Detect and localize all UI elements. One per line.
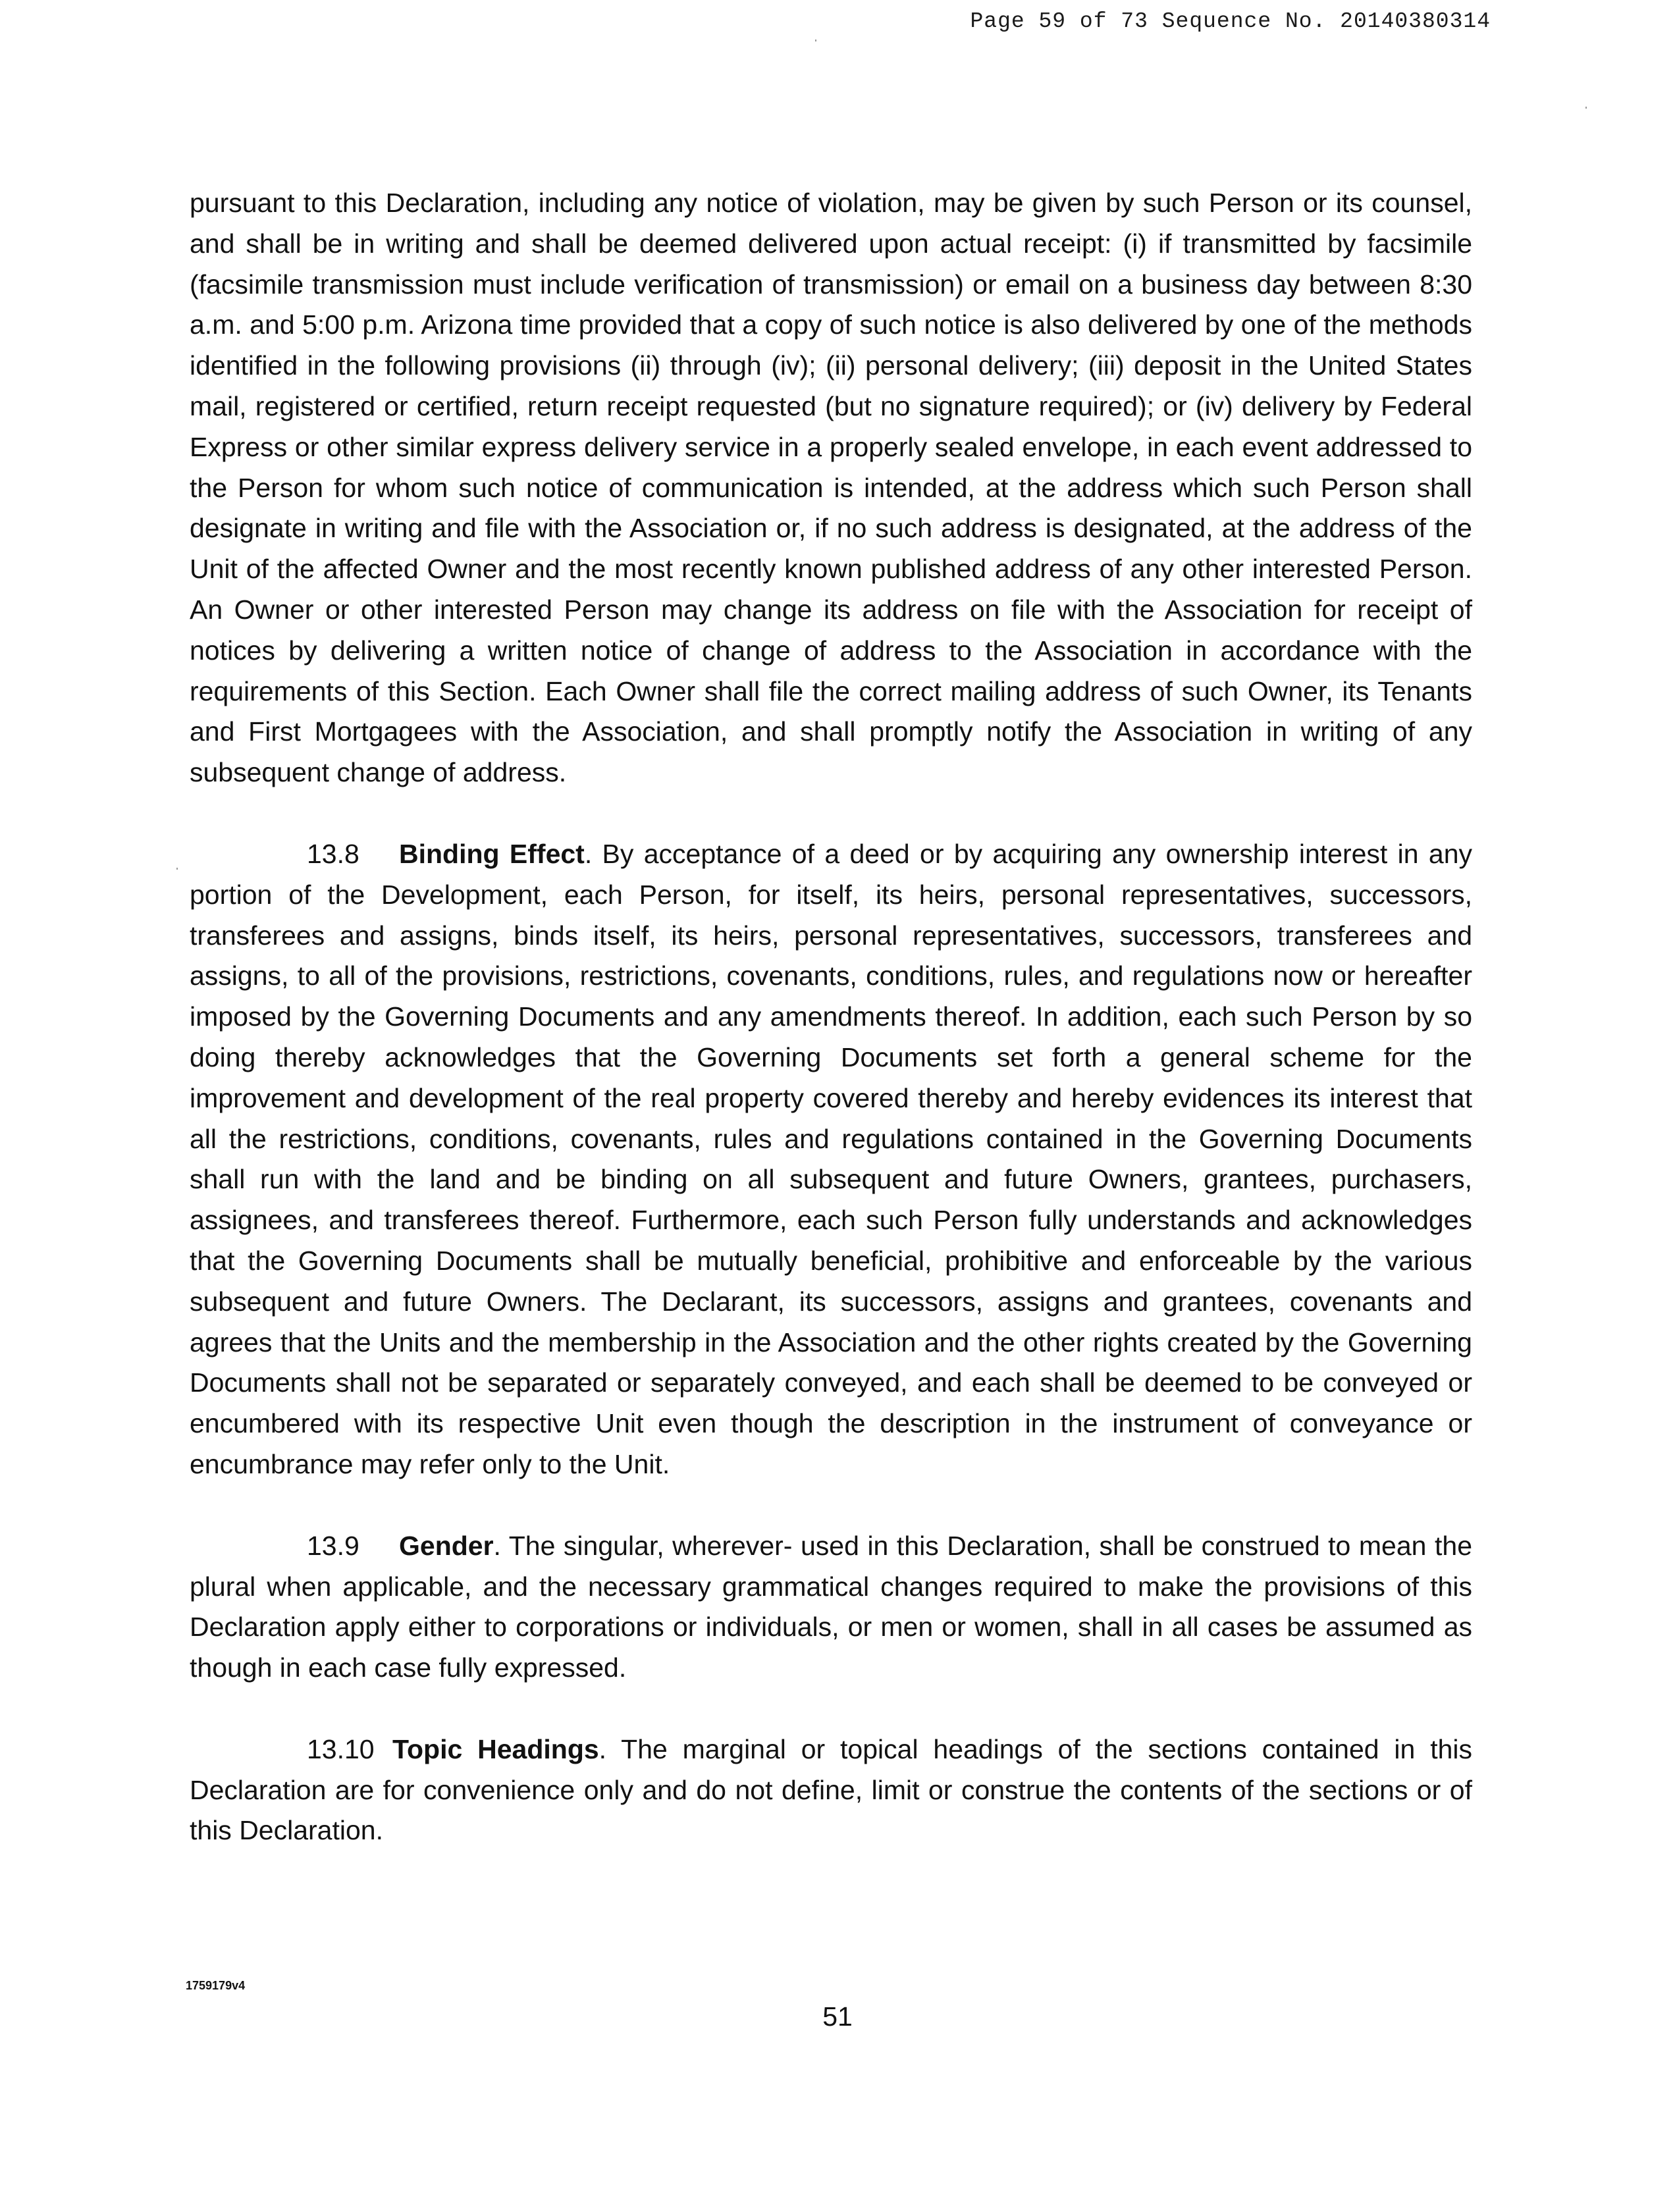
document-body [190, 183, 1472, 1851]
document-code: 1759179v4 [186, 1979, 246, 1992]
scan-speck [176, 868, 178, 870]
page-number: 51 [822, 2001, 853, 2032]
section-title: Gender [399, 1530, 494, 1561]
scan-speck [815, 40, 816, 41]
section-13-10 [190, 1729, 1472, 1851]
section-13-8 [190, 834, 1472, 1485]
section-text: . By acceptance of a deed or by acquiring any ownership interest in any portion of the Development, each Person, for itself, its heirs, personal representatives, successors, transferees and assigns, binds itself, its heirs, personal representatives, successors, transferees and assigns, to all of the provisions, restrictions, covenants, conditions, rules, and regulations now or hereafter imposed by the Governing Documents and any amendments thereof. In addition, each such Person by so doing thereby acknowledges that the Governing Documents set forth a general scheme for the improvement and development of the real property covered thereby and hereby evidences its interest that all the restrictions, conditions, covenants, rules and regulations contained in the Governing Documents shall run with the land and be binding on all subsequent and future Owners, grantees, purchasers, assignees, and transferees thereof. Furthermore, each such Person fully understands and acknowledges that the Governing Documents shall be mutually beneficial, prohibitive and enforceable by the various subsequent and future Owners. The Declarant, its successors, assigns and grantees, covenants and agrees that the Units and the membership in the Association and the other rights created by the Governing Documents shall not be separated or separately conveyed, and each shall be deemed to be conveyed or encumbered with its respective Unit even though the description in the instrument of conveyance or encumbrance may refer only to the Unit. [190, 838, 1473, 1479]
section-number: 13.9 [307, 1530, 359, 1561]
section-text: . The marginal or topical headings of the sections contained in this Declaration are for convenience only and do not define, limit or construe the contents of the sections or of this Declaration. [190, 1733, 1472, 1846]
section-number: 13.10 [307, 1733, 375, 1764]
page-header-stamp: Page 59 of 73 Sequence No. 20140380314 [970, 9, 1491, 34]
section-text: . The singular, wherever- used in this Declaration, shall be construed to mean the plural when applicable, and the necessary grammatical changes required to make the provisions of this Declaration apply either to corporations or individuals, or men or women, shall in all cases be assumed as though in each case fully expressed. [190, 1530, 1472, 1683]
notice-paragraph-continuation: pursuant to this Declaration, including any notice of violation, may be given by such Person or its counsel, and shall be in writing and shall be deemed delivered upon actual receipt: (i) if transmitted by facsimile (facsimile transmission must include verification of transmission) or email on a business day between 8:30 a.m. and 5:00 p.m. Arizona time provided that a copy of such notice is also delivered by one of the methods identified in the following provisions (ii) through (iv); (ii) personal delivery; (iii) deposit in the United States mail, registered or certified, return receipt requested (but no signature required); or (iv) delivery by Federal Express or other similar express delivery service in a properly sealed envelope, in each event addressed to the Person for whom such notice of communication is intended, at the address which such Person shall designate in writing and file with the Association or, if no such address is designated, at the address of the Unit of the affected Owner and the most recently known published address of any other interested Person. An Owner or other interested Person may change its address on file with the Association for receipt of notices by delivering a written notice of change of address to the Association in accordance with the requirements of this Section. Each Owner shall file the correct mailing address of such Owner, its Tenants and First Mortgagees with the Association, and shall promptly notify the Association in writing of any subsequent change of address. [190, 188, 1472, 788]
section-title: Topic Headings [392, 1733, 599, 1764]
section-13-9 [190, 1526, 1472, 1689]
section-title: Binding Effect [399, 838, 585, 869]
section-number: 13.8 [307, 838, 359, 869]
scan-speck [1585, 107, 1587, 109]
